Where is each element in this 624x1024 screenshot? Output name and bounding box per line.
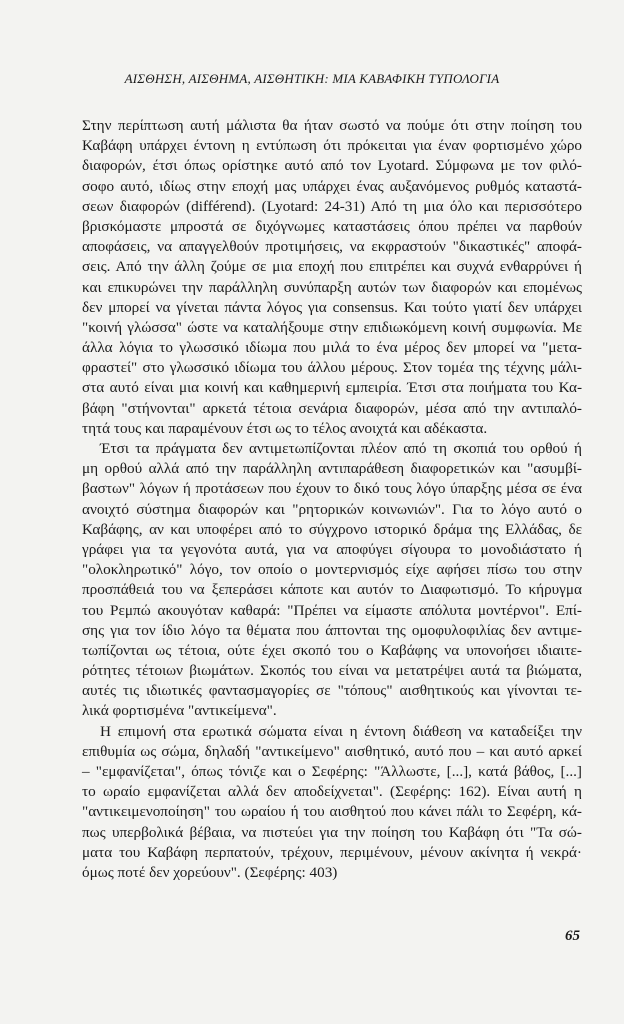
paragraph-last-line: τητά τους και παραμένουν έτσι ως το τέλος ανοιχτά και αδέκαστα. bbox=[82, 419, 488, 437]
text-line: επιθυμία ως σώμα, δηλαδή "αντικείμενο" αισθητικό, αυτό που – και αυτό αρκεί bbox=[82, 742, 582, 760]
text-line: στα αυτό είναι μια κοινή και καθημερινή εμπειρία. Έτσι στα ποιήματα του Κα- bbox=[82, 379, 582, 397]
running-head: ΑΙΣΘΗΣΗ, ΑΙΣΘΗΜΑ, ΑΙΣΘΗΤΙΚΗ: ΜΙΑ ΚΑΒΑΦΙΚΗ ΤΥΠΟΛΟΓΙΑ bbox=[124, 71, 500, 86]
page-number: 65 bbox=[565, 928, 580, 944]
paragraph-last-line: όμως ποτέ δεν χορεύουν". (Σεφέρης: 403) bbox=[82, 863, 338, 881]
text-line: φραστεί" στο γλωσσικό ιδίωμα του άλλου μέρους. Στον τομέα της τέχνης μάλι- bbox=[82, 359, 582, 377]
text-line: του Ρεμπώ ακουγόταν καθαρά: "Πρέπει να είμαστε απόλυτα μοντέρνοι". Επί- bbox=[82, 601, 582, 619]
paragraph-last-line: λικά φορτισμένα "αντικείμενα". bbox=[82, 702, 277, 720]
text-line: Στην περίπτωση αυτή μάλιστα θα ήταν σωστό να πούμε ότι στην ποίηση του bbox=[82, 117, 582, 134]
text-line: προσπάθειά του να ξεπεράσει κάποτε και αυτόν το Διαφωτισμό. Το κήρυγμα bbox=[82, 581, 582, 599]
text-line: άλλα λόγια το γλωσσικό ιδίωμα που μιλά το ένα μέρος δεν μπορεί να "μετα- bbox=[82, 339, 582, 357]
text-line: βρισκόμαστε μπροστά σε διχόγνωμες καταστάσεις όπου πρέπει να παρθούν bbox=[82, 217, 582, 235]
text-line: δεν μπορεί να γίνεται πάντα λόγος για consensus. Και τούτο γιατί δεν υπάρχει bbox=[82, 298, 582, 316]
text-line: αποφάσεις, να απαγγελθούν προτιμήσεις, να εκφραστούν "δικαστικές" αποφά- bbox=[82, 238, 582, 256]
paragraph-first-line: Η επιμονή στα ερωτικά σώματα είναι η έντονη διάθεση να καταδείξει την bbox=[100, 722, 582, 740]
text-line: βαστων" λόγων ή προτάσεων που έχουν το δικό τους λόγο ύπαρξης μέσα σε ένα bbox=[82, 480, 582, 498]
text-line: αυτές τις ιδιωτικές φαντασμαγορίες σε "τόπους" αισθητικούς και γίνονται τε- bbox=[82, 682, 582, 700]
text-line: σεις. Από την άλλη ζούμε σε μια εποχή που επιτρέπει και συχνά ενθαρρύνει ή bbox=[82, 258, 582, 276]
text-line: πως υπερβολικά βέβαια, να πιστεύει για την ποίηση του Καβάφη ότι "Τα σώ- bbox=[82, 823, 582, 841]
text-line: σης για τον ίδιο λόγο τα θέματα που άπτονται της ομοφυλοφιλίας δεν αντιμε- bbox=[82, 621, 582, 639]
text-line: ρότητες τέτοιων βιωμάτων. Σκοπός του είναι να μετατρέψει αυτά τα βιώματα, bbox=[82, 662, 582, 680]
text-line: το ωραίο εμφανίζεται αλλά δεν αποδείχνεται". (Σεφέρης: 162). Είναι αυτή η bbox=[82, 783, 582, 801]
text-line: γράφει για τα γεγονότα αυτά, για να αποφύγει σίγουρα το μονοδιάστατο ή bbox=[82, 540, 582, 558]
text-line: τωπίζονται ως τέτοια, ούτε έχει σκοπό του ο Καβάφης να υπονοήσει ιδιαιτε- bbox=[82, 641, 582, 659]
paragraph-first-line: Έτσι τα πράγματα δεν αντιμετωπίζονται πλέον από τη σκοπιά του ορθού ή bbox=[100, 440, 582, 457]
text-line: και επικυρώνει την παράλληλη συνύπαρξη αυτών των διαφορών και επομένως bbox=[82, 278, 582, 296]
text-line: ανοιχτό σύστημα διαφορών και "ρητορικών κοινωνιών". Για το λόγο αυτό ο bbox=[82, 500, 582, 518]
text-line: ματα του Καβάφη περπατούν, τρέχουν, περιμένουν, μένουν ακίνητα ή νεκρά· bbox=[82, 843, 582, 861]
text-line: "κοινή γλώσσα" ώστε να καταλήξουμε στην επιδιωκόμενη κοινή συμφωνία. Με bbox=[82, 318, 582, 336]
text-line: διαφορών, έτσι όπως ορίστηκε αυτό από τον Lyotard. Σύμφωνα με τον φιλό- bbox=[82, 157, 582, 175]
text-line: "αντικειμενοποίηση" του ωραίου ή του αισθητού που κάνει πάλι το Σεφέρη, κά- bbox=[82, 803, 582, 821]
body-text bbox=[82, 116, 582, 883]
text-line: – "εμφανίζεται", όπως τόνιζε και ο Σεφέρης: "Άλλωστε, [...], κατά βάθος, [...] bbox=[82, 763, 582, 780]
text-line: βάφη "στήνονται" αρκετά τέτοια σενάρια διαφορών, μέσα από την αντιπαλό- bbox=[82, 399, 582, 417]
text-line: "ολοκληρωτικό" λόγο, τον οποίο ο μοντερνισμός είχε αφήσει πίσω του στην bbox=[82, 561, 582, 579]
text-line: μη ορθού αλλά από την παράλληλη αντιπαράθεση διαφορετικών και "ασυμβί- bbox=[82, 460, 582, 478]
text-line: Καβάφης, αν και υποφέρει από το σύγχρονο ιστορικό δράμα της Ελλάδας, δε bbox=[82, 520, 582, 538]
text-line: σεων διαφορών (différend). (Lyotard: 24-31) Από τη μια όλο και περισσότερο bbox=[82, 197, 582, 215]
text-line: σοφο αυτό, ιδίως στην εποχή μας υπάρχει ένας αυξανόμενος ρυθμός καταστά- bbox=[82, 177, 582, 195]
text-line: Καβάφη υπάρχει έντονη η εντύπωση ότι πρόκειται για έναν φορτισμένο χώρο bbox=[82, 137, 582, 155]
